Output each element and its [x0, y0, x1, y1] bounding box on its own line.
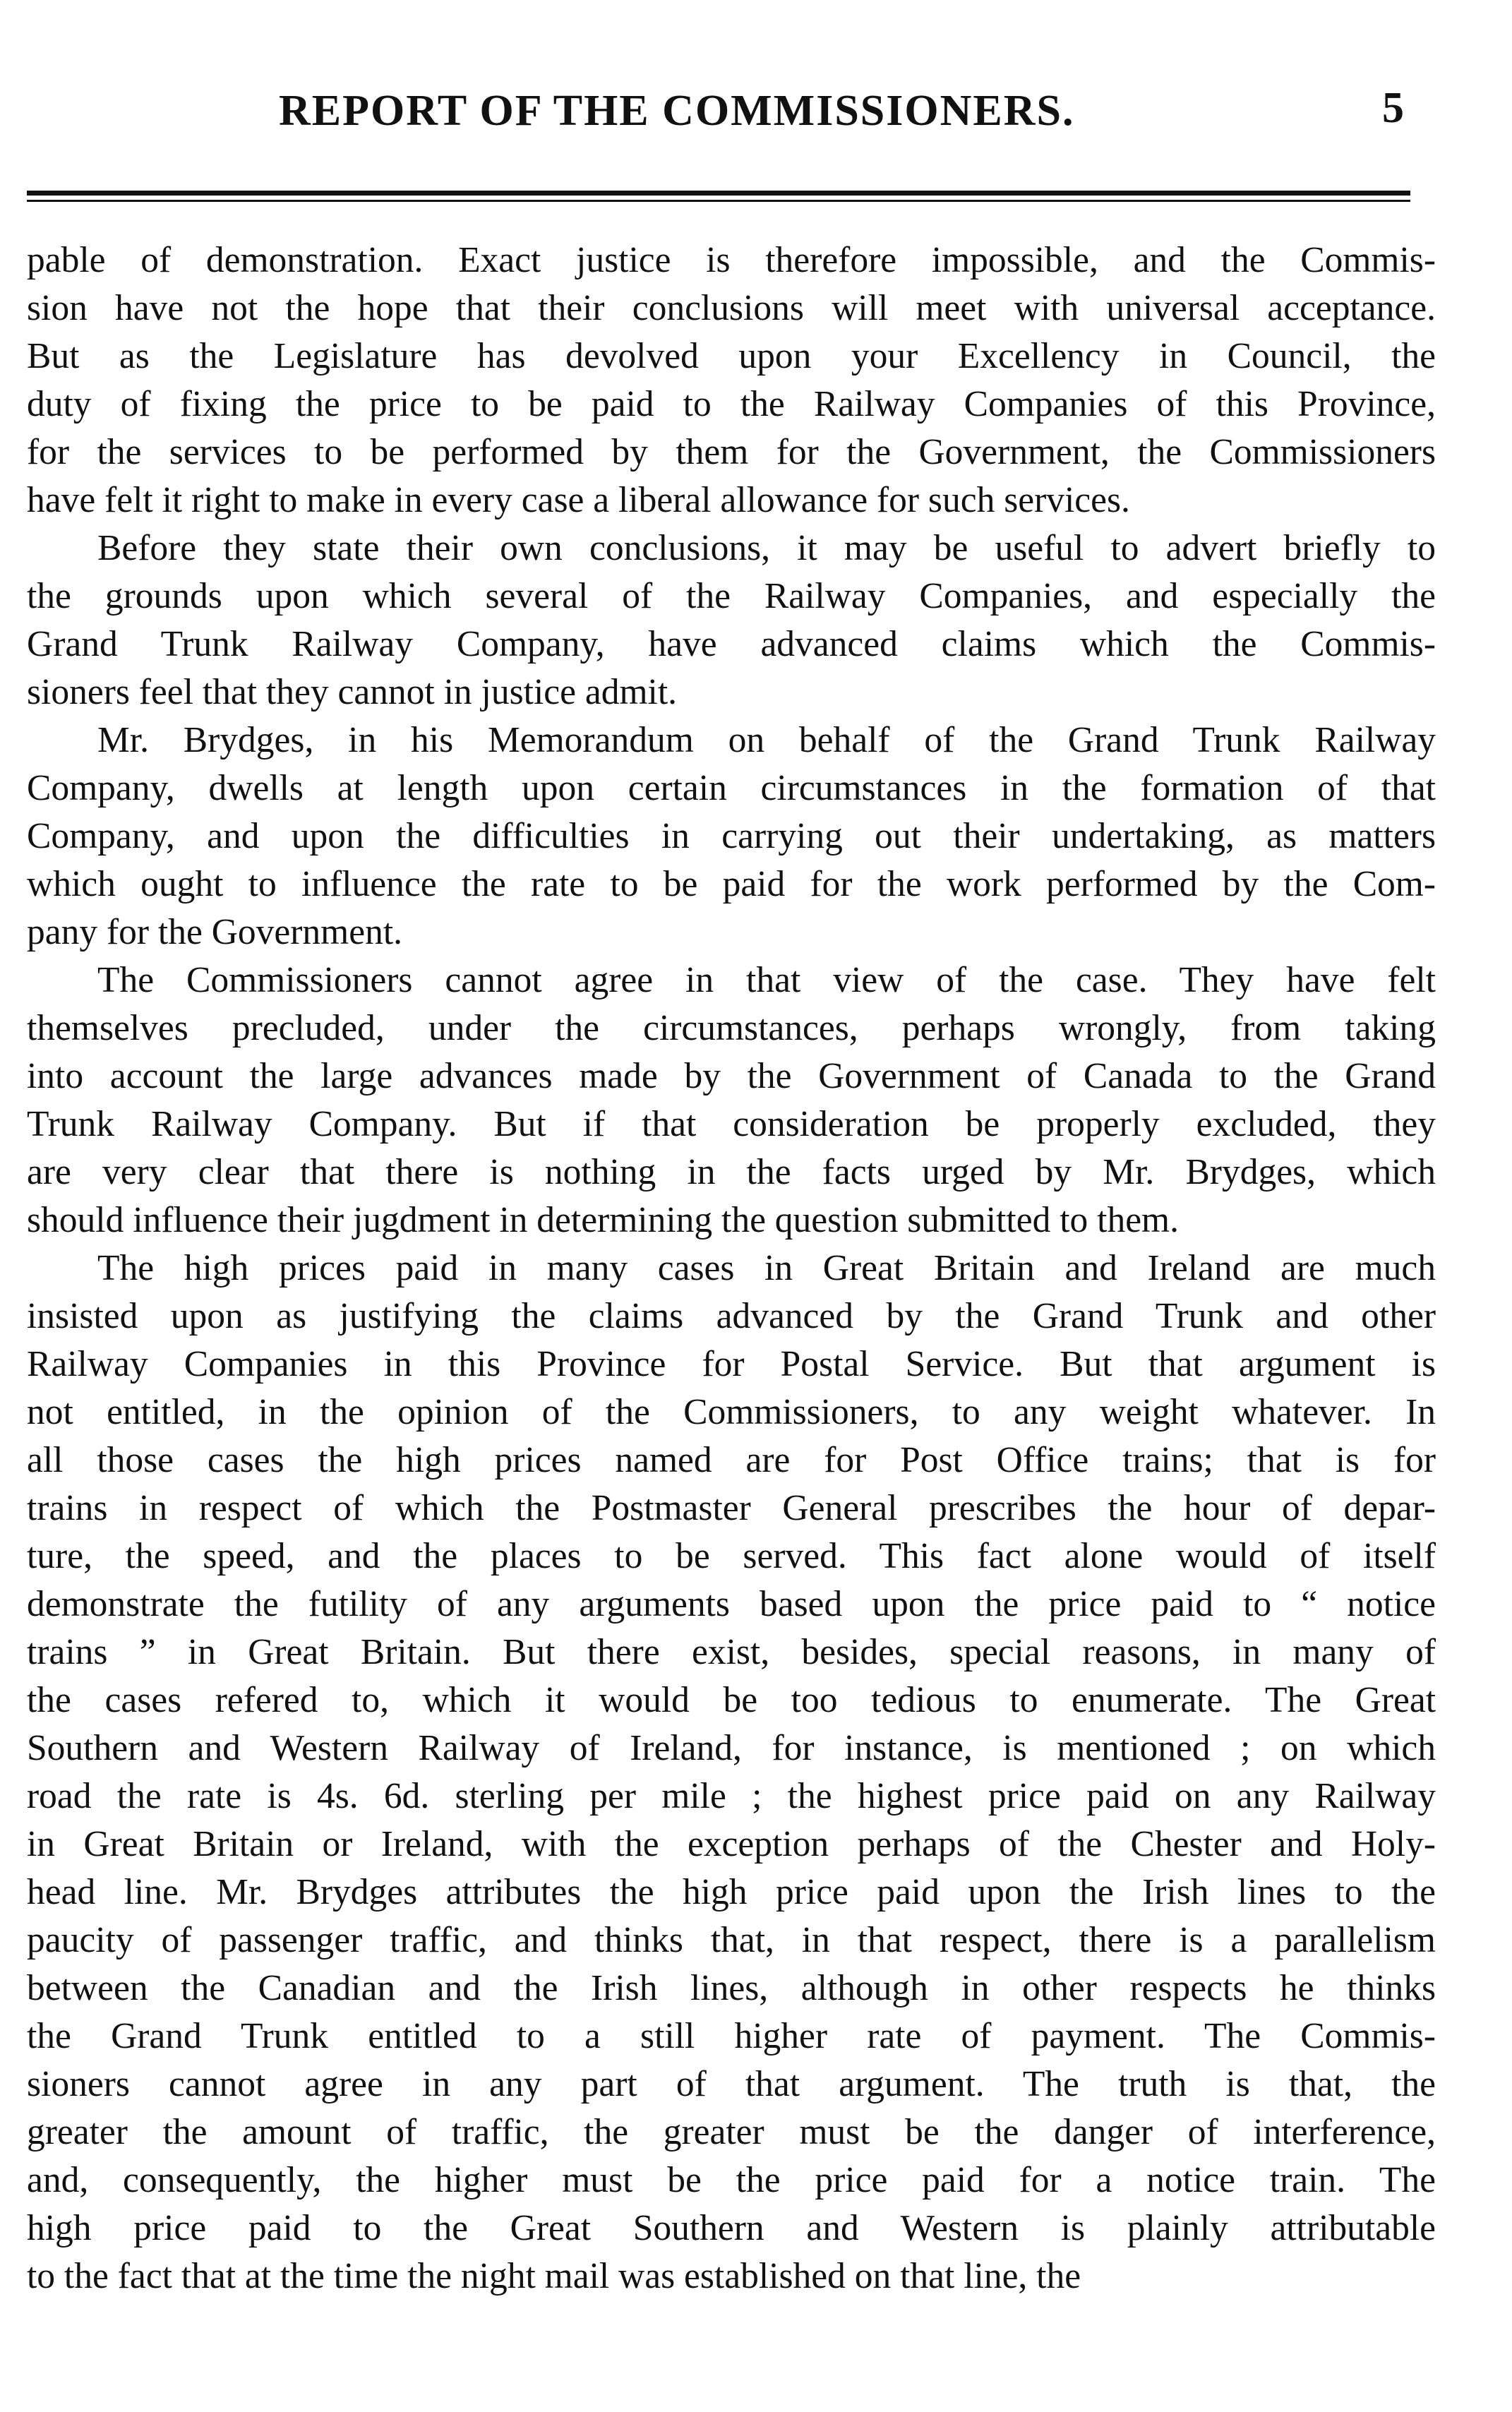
page-number: 5: [1382, 84, 1404, 132]
text-line: greater the amount of traffic, the greater must be the danger of interference,: [27, 2112, 1436, 2152]
text-line: the Grand Trunk entitled to a still higher rate of payment. The Commis-: [27, 2016, 1436, 2056]
text-line: into account the large advances made by the Government of Canada to the Grand: [27, 1056, 1436, 1096]
paragraph: [27, 716, 1436, 956]
body-text: [27, 236, 1436, 2300]
text-line: Company, dwells at length upon certain circumstances in the formation of that: [27, 768, 1436, 808]
running-title: REPORT OF THE COMMISSIONERS.: [279, 87, 1075, 135]
text-line: insisted upon as justifying the claims advanced by the Grand Trunk and other: [27, 1296, 1436, 1336]
text-line: pable of demonstration. Exact justice is therefore impossible, and the Commis-: [27, 240, 1436, 280]
text-line: which ought to influence the rate to be paid for the work performed by the Com-: [27, 864, 1436, 904]
text-line: not entitled, in the opinion of the Commissioners, to any weight whatever. In: [27, 1392, 1436, 1432]
text-line: to the fact that at the time the night mail was established on that line, the: [27, 2256, 1081, 2296]
paragraph: [27, 524, 1436, 716]
text-line: sioners cannot agree in any part of that argument. The truth is that, the: [27, 2064, 1436, 2104]
text-line: Trunk Railway Company. But if that consideration be properly excluded, they: [27, 1104, 1436, 1144]
text-line: The Commissioners cannot agree in that view of the case. They have felt: [97, 960, 1436, 1000]
text-line: head line. Mr. Brydges attributes the high price paid upon the Irish lines to the: [27, 1872, 1436, 1912]
paragraph: [27, 236, 1436, 524]
text-line: trains ” in Great Britain. But there exist, besides, special reasons, in many of: [27, 1632, 1436, 1672]
text-line: paucity of passenger traffic, and thinks that, in that respect, there is a parallelism: [27, 1920, 1436, 1960]
text-line: trains in respect of which the Postmaster General prescribes the hour of depar-: [27, 1488, 1436, 1528]
text-line: road the rate is 4s. 6d. sterling per mile ; the highest price paid on any Railway: [27, 1776, 1436, 1816]
text-line: in Great Britain or Ireland, with the exception perhaps of the Chester and Holy-: [27, 1824, 1436, 1864]
text-line: are very clear that there is nothing in the facts urged by Mr. Brydges, which: [27, 1152, 1436, 1192]
text-line: the grounds upon which several of the Railway Companies, and especially the: [27, 576, 1436, 616]
text-line: the cases refered to, which it would be too tedious to enumerate. The Great: [27, 1680, 1436, 1720]
text-line: between the Canadian and the Irish lines, although in other respects he thinks: [27, 1968, 1436, 2008]
text-line: ture, the speed, and the places to be served. This fact alone would of itself: [27, 1536, 1436, 1576]
text-line: sioners feel that they cannot in justice admit.: [27, 672, 678, 712]
paragraph: [27, 1244, 1436, 2300]
paragraph: [27, 956, 1436, 1244]
header-rule-thin: [27, 200, 1410, 202]
page-header: [0, 79, 1512, 143]
text-line: and, consequently, the higher must be the price paid for a notice train. The: [27, 2160, 1436, 2200]
text-line: Company, and upon the difficulties in carrying out their undertaking, as matters: [27, 816, 1436, 856]
text-line: for the services to be performed by them for the Government, the Commissioners: [27, 432, 1436, 472]
text-line: Railway Companies in this Province for Postal Service. But that argument is: [27, 1344, 1436, 1384]
text-line: Mr. Brydges, in his Memorandum on behalf of the Grand Trunk Railway: [97, 720, 1436, 760]
text-line: Southern and Western Railway of Ireland, for instance, is mentioned ; on which: [27, 1728, 1436, 1768]
text-line: sion have not the hope that their conclusions will meet with universal acceptance.: [27, 288, 1436, 328]
text-line: demonstrate the futility of any arguments based upon the price paid to “ notice: [27, 1584, 1436, 1624]
text-line: The high prices paid in many cases in Great Britain and Ireland are much: [97, 1248, 1436, 1288]
text-line: themselves precluded, under the circumstances, perhaps wrongly, from taking: [27, 1008, 1436, 1048]
text-line: should influence their jugdment in determining the question submitted to them.: [27, 1200, 1179, 1240]
text-line: duty of fixing the price to be paid to the Railway Companies of this Province,: [27, 384, 1436, 424]
text-line: all those cases the high prices named are for Post Office trains; that is for: [27, 1440, 1436, 1480]
text-line: high price paid to the Great Southern and Western is plainly attributable: [27, 2208, 1436, 2248]
text-line: But as the Legislature has devolved upon your Excellency in Council, the: [27, 336, 1436, 376]
text-line: pany for the Government.: [27, 912, 402, 952]
text-line: Before they state their own conclusions, it may be useful to advert briefly to: [97, 528, 1436, 568]
header-rule-thick: [27, 191, 1410, 196]
text-line: have felt it right to make in every case a liberal allowance for such services.: [27, 480, 1130, 520]
text-line: Grand Trunk Railway Company, have advanced claims which the Commis-: [27, 624, 1436, 664]
